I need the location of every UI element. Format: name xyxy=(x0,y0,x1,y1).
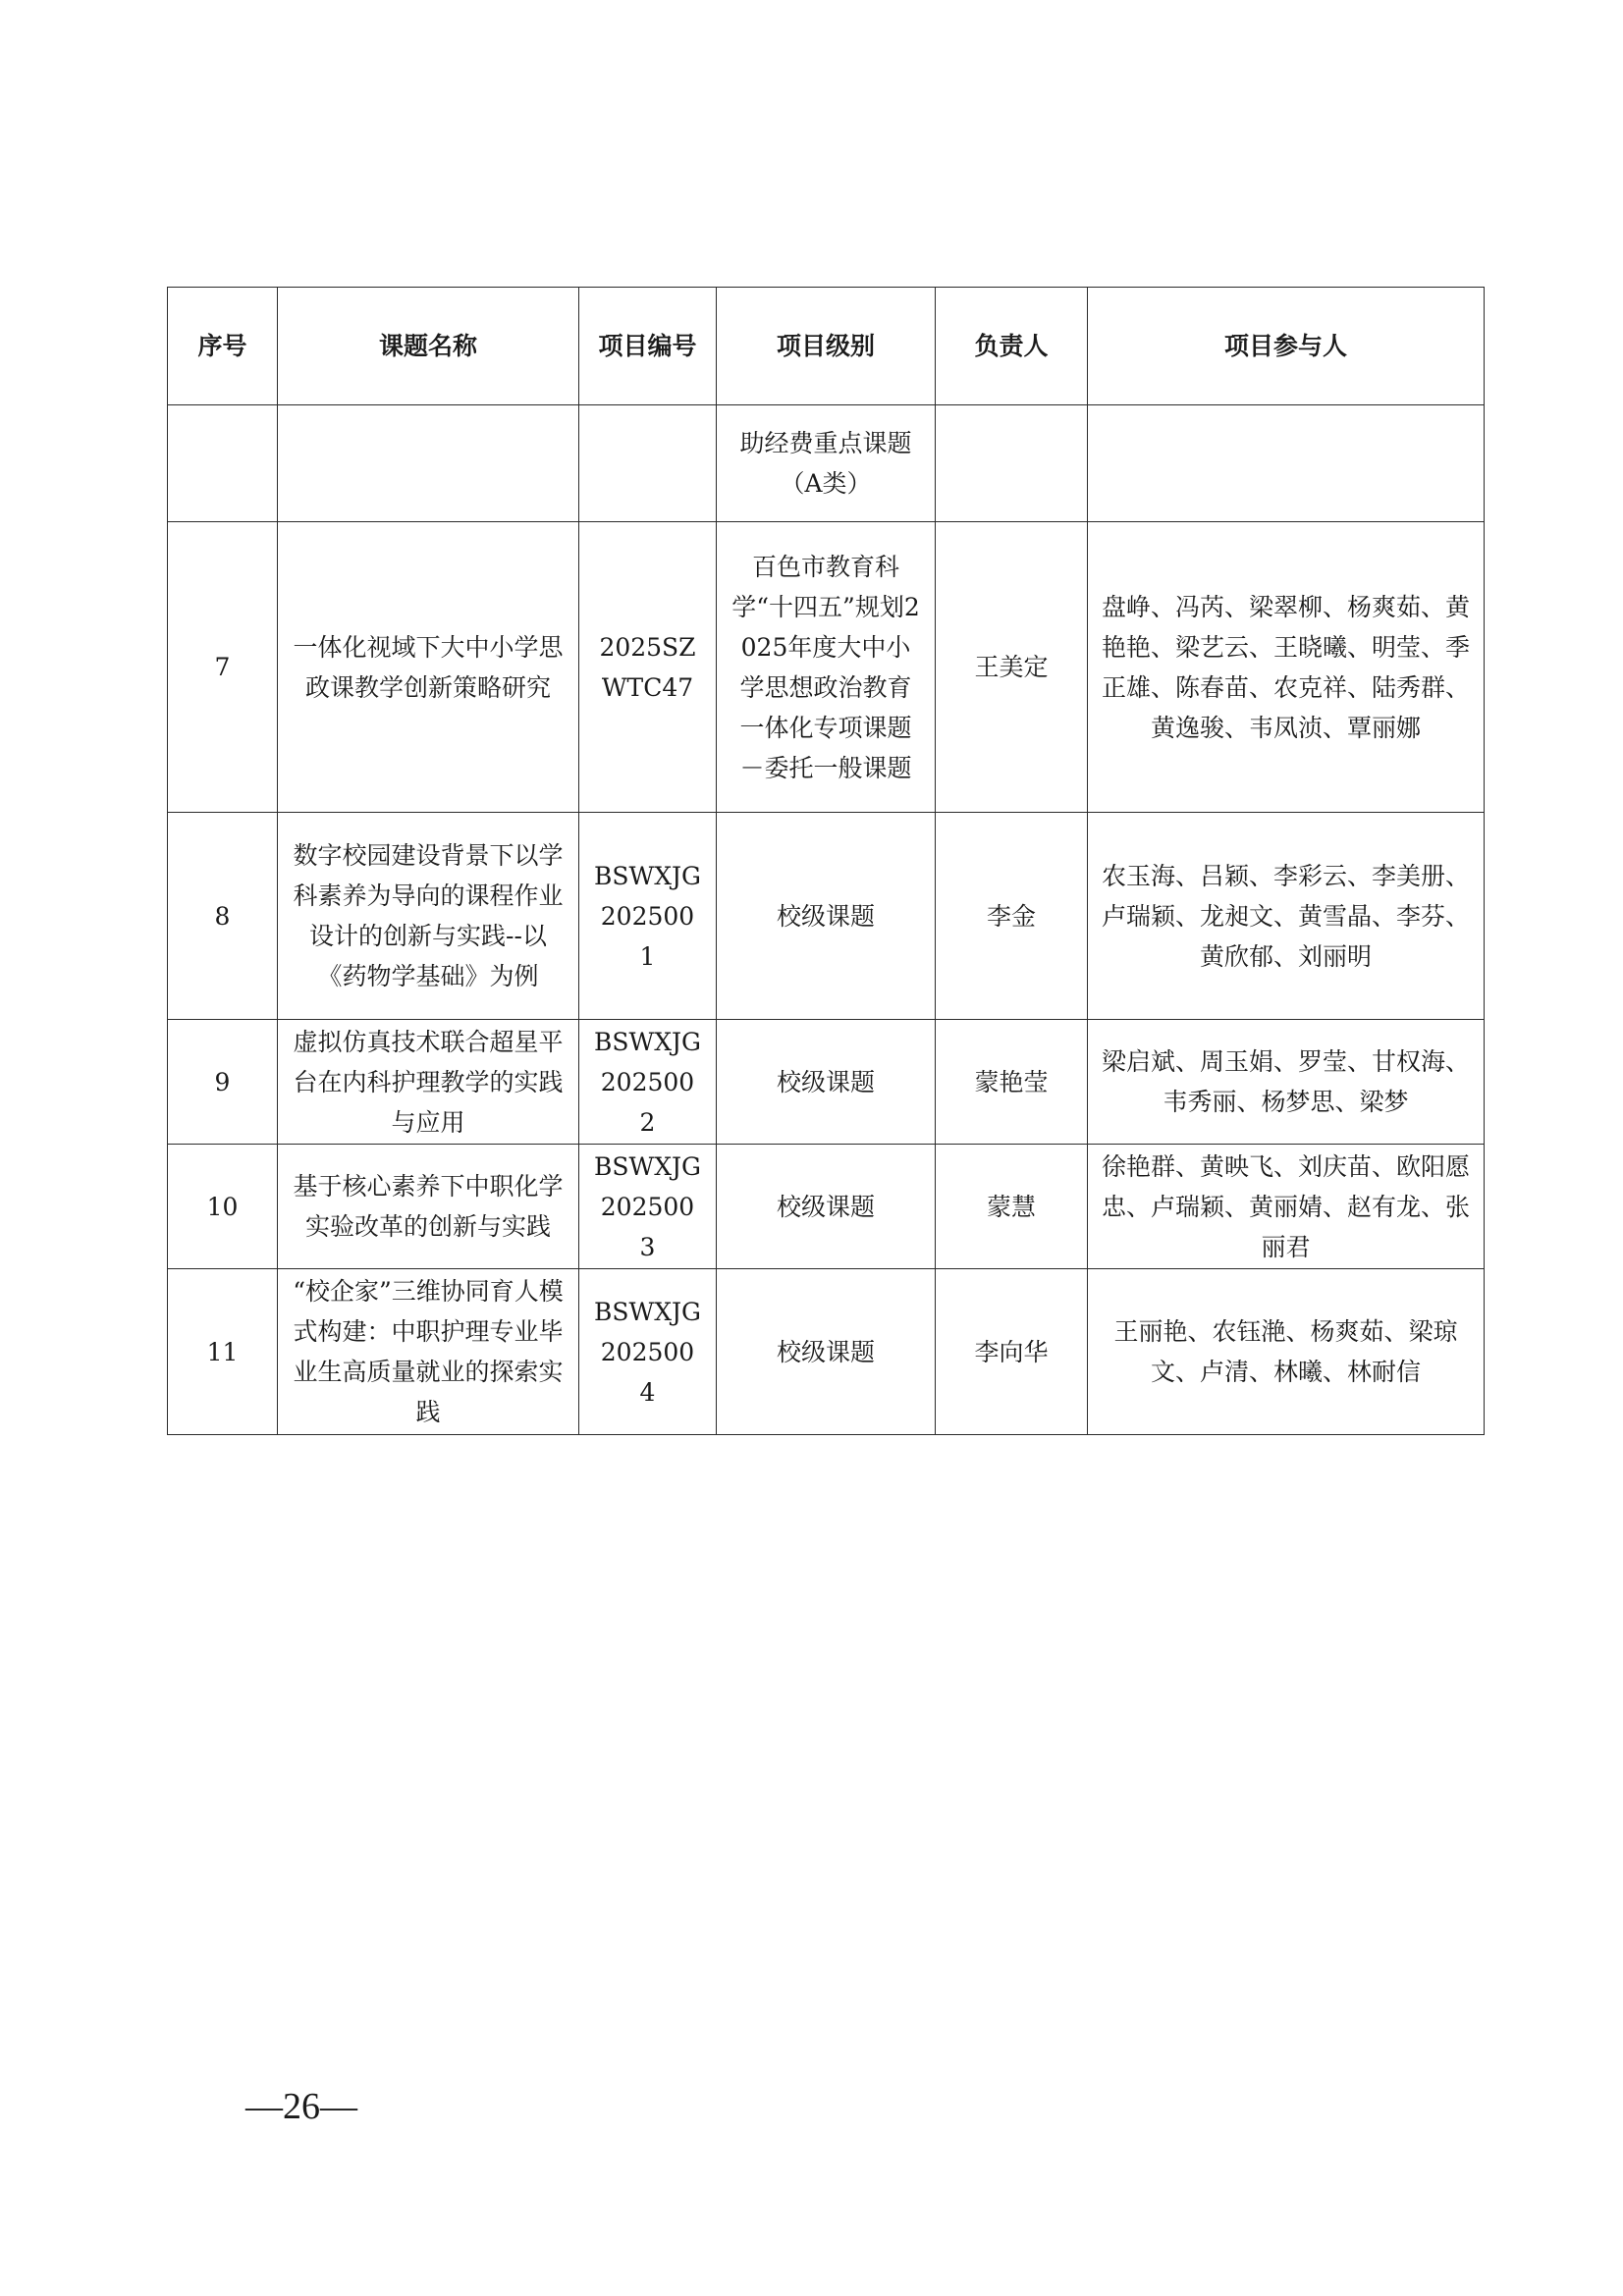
cell-topic: 基于核心素养下中职化学实验改革的创新与实践 xyxy=(278,1145,579,1269)
cell-leader: 王美定 xyxy=(936,522,1088,813)
table-row xyxy=(168,405,1485,522)
cell-code: BSWXJG2025004 xyxy=(579,1269,717,1435)
cell-code: BSWXJG2025003 xyxy=(579,1145,717,1269)
cell-topic: 虚拟仿真技术联合超星平台在内科护理教学的实践与应用 xyxy=(278,1020,579,1145)
cell-level: 校级课题 xyxy=(717,1269,936,1435)
cell-serial: 9 xyxy=(168,1020,278,1145)
cell-topic: 数字校园建设背景下以学科素养为导向的课程作业设计的创新与实践--以《药物学基础》为例 xyxy=(278,813,579,1020)
cell-code xyxy=(579,405,717,522)
cell-code: BSWXJG2025001 xyxy=(579,813,717,1020)
cell-leader: 蒙艳莹 xyxy=(936,1020,1088,1145)
cell-leader xyxy=(936,405,1088,522)
table-header-row xyxy=(168,288,1485,405)
header-topic-name: 课题名称 xyxy=(278,288,579,405)
cell-participants: 盘峥、冯芮、梁翠柳、杨爽茹、黄艳艳、梁艺云、王晓曦、明莹、季正雄、陈春苗、农克祥、陆秀群、黄逸骏、韦凤浈、覃丽娜 xyxy=(1088,522,1485,813)
table-row xyxy=(168,522,1485,813)
header-project-level: 项目级别 xyxy=(717,288,936,405)
header-serial: 序号 xyxy=(168,288,278,405)
project-table xyxy=(167,287,1485,1435)
cell-level: 助经费重点课题（A类） xyxy=(717,405,936,522)
cell-serial xyxy=(168,405,278,522)
cell-level: 校级课题 xyxy=(717,813,936,1020)
cell-participants: 梁启斌、周玉娟、罗莹、甘权海、韦秀丽、杨梦思、梁梦 xyxy=(1088,1020,1485,1145)
cell-topic: “校企家”三维协同育人模式构建：中职护理专业毕业生高质量就业的探索实践 xyxy=(278,1269,579,1435)
cell-serial: 10 xyxy=(168,1145,278,1269)
header-participants: 项目参与人 xyxy=(1088,288,1485,405)
cell-participants: 王丽艳、农钰滟、杨爽茹、梁琼文、卢清、林曦、林耐信 xyxy=(1088,1269,1485,1435)
cell-participants: 农玉海、吕颖、李彩云、李美册、卢瑞颖、龙昶文、黄雪晶、李芬、黄欣郁、刘丽明 xyxy=(1088,813,1485,1020)
cell-serial: 7 xyxy=(168,522,278,813)
cell-participants xyxy=(1088,405,1485,522)
cell-level: 百色市教育科学“十四五”规划2025年度大中小学思想政治教育一体化专项课题－委托一般课题 xyxy=(717,522,936,813)
cell-level: 校级课题 xyxy=(717,1020,936,1145)
cell-serial: 8 xyxy=(168,813,278,1020)
cell-code: 2025SZWTC47 xyxy=(579,522,717,813)
page-number: —26— xyxy=(245,2086,357,2127)
table-row xyxy=(168,1020,1485,1145)
table-row xyxy=(168,1145,1485,1269)
header-leader: 负责人 xyxy=(936,288,1088,405)
cell-leader: 蒙慧 xyxy=(936,1145,1088,1269)
table-row xyxy=(168,813,1485,1020)
cell-serial: 11 xyxy=(168,1269,278,1435)
cell-participants: 徐艳群、黄映飞、刘庆苗、欧阳愿忠、卢瑞颖、黄丽婧、赵有龙、张丽君 xyxy=(1088,1145,1485,1269)
header-project-code: 项目编号 xyxy=(579,288,717,405)
cell-topic: 一体化视域下大中小学思政课教学创新策略研究 xyxy=(278,522,579,813)
cell-level: 校级课题 xyxy=(717,1145,936,1269)
table-row xyxy=(168,1269,1485,1435)
cell-leader: 李金 xyxy=(936,813,1088,1020)
cell-leader: 李向华 xyxy=(936,1269,1088,1435)
cell-topic xyxy=(278,405,579,522)
cell-code: BSWXJG2025002 xyxy=(579,1020,717,1145)
